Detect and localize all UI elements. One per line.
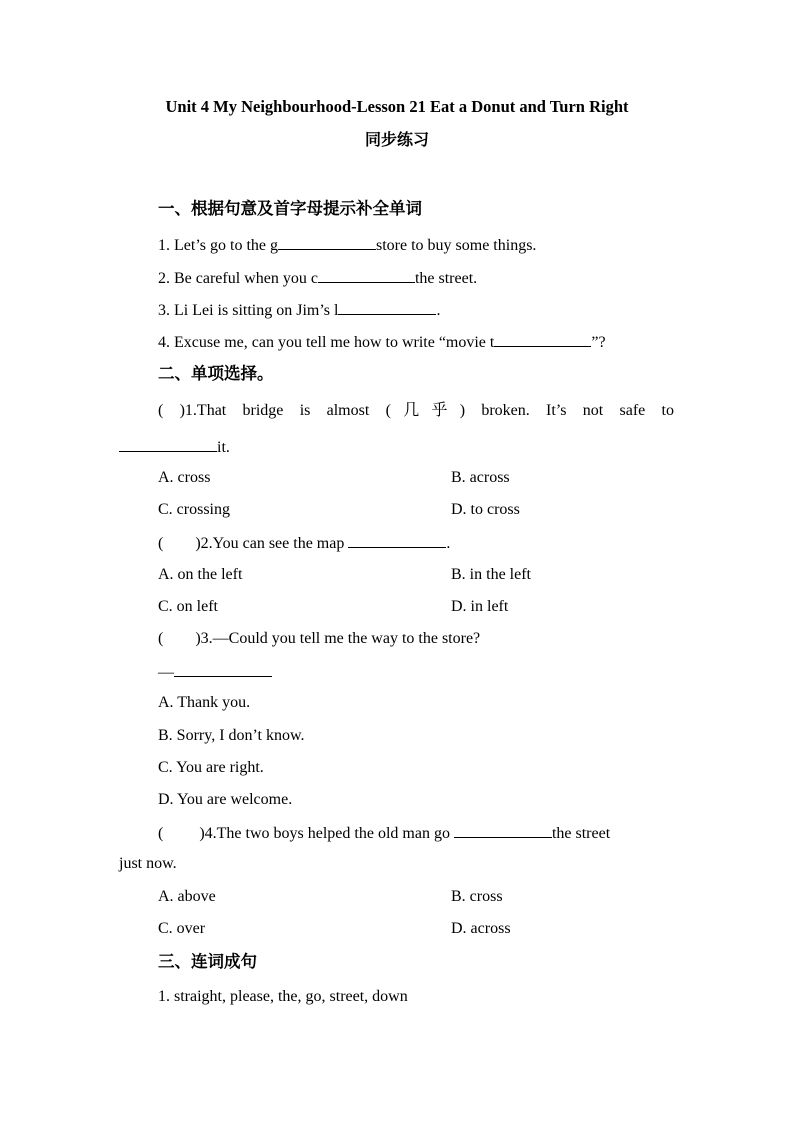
item-text: 4. Excuse me, can you tell me how to write “movie t — [158, 334, 495, 351]
option-c[interactable]: C. on left — [158, 598, 218, 615]
question-text: it. — [217, 439, 230, 456]
option-a[interactable]: A. above — [158, 888, 216, 905]
section1-item-1 — [158, 234, 536, 256]
option-a[interactable]: A. on the left — [158, 566, 243, 583]
option-c[interactable]: C. You are right. — [158, 759, 264, 776]
item-text: 2. Be careful when you c — [158, 270, 318, 287]
item-text: ”? — [591, 334, 606, 351]
answer-blank[interactable] — [454, 822, 552, 838]
answer-blank[interactable] — [338, 299, 436, 315]
answer-blank[interactable] — [174, 661, 272, 677]
page-subtitle: 同步练习 — [364, 132, 429, 149]
question-text: — — [158, 664, 174, 681]
option-b[interactable]: B. in the left — [451, 566, 531, 583]
section2-heading: 二、单项选择。 — [158, 364, 274, 383]
option-d[interactable]: D. in left — [451, 598, 509, 615]
option-c[interactable]: C. crossing — [158, 501, 230, 518]
question-2-stem — [158, 532, 450, 554]
answer-blank[interactable] — [348, 532, 446, 548]
option-a[interactable]: A. cross — [158, 469, 211, 486]
option-b[interactable]: B. across — [451, 469, 510, 486]
item-text: the street. — [414, 270, 478, 287]
option-d[interactable]: D. You are welcome. — [158, 791, 293, 808]
page-title: Unit 4 My Neighbourhood-Lesson 21 Eat a Donut and Turn Right — [165, 97, 629, 116]
item-text: 3. Li Lei is sitting on Jim’s l — [158, 302, 339, 319]
question-text: ( )2.You can see the map — [158, 535, 349, 552]
option-c[interactable]: C. over — [158, 920, 206, 937]
item-text: store to buy some things. — [375, 237, 537, 254]
question-3-response — [158, 661, 272, 683]
option-a[interactable]: A. Thank you. — [158, 694, 251, 711]
question-4-stem — [158, 822, 610, 844]
answer-blank[interactable] — [318, 267, 415, 283]
option-d[interactable]: D. across — [451, 920, 511, 937]
item-text: 1. Let’s go to the g — [158, 237, 278, 254]
question-3-stem: ( )3.—Could you tell me the way to the store? — [158, 630, 481, 647]
section1-item-2 — [158, 267, 477, 289]
section1-heading: 一、根据句意及首字母提示补全单词 — [158, 199, 422, 218]
section3-item-1: 1. straight, please, the, go, street, down — [158, 988, 408, 1005]
item-text: . — [436, 302, 441, 319]
option-b[interactable]: B. cross — [451, 888, 503, 905]
question-4-continuation: just now. — [119, 855, 177, 872]
section1-item-4 — [158, 331, 606, 353]
answer-blank[interactable] — [119, 436, 217, 452]
option-b[interactable]: B. Sorry, I don’t know. — [158, 727, 305, 744]
answer-blank[interactable] — [494, 331, 591, 347]
option-d[interactable]: D. to cross — [451, 501, 520, 518]
question-1-stem: ( )1.That bridge is almost (几乎) broken. It’s not safe to — [158, 402, 674, 419]
question-text: ( )4.The two boys helped the old man go — [158, 825, 454, 842]
section3-heading: 三、连词成句 — [158, 952, 257, 971]
question-text: . — [446, 535, 451, 552]
question-text: the street — [551, 825, 611, 842]
answer-blank[interactable] — [278, 234, 376, 250]
section1-item-3 — [158, 299, 440, 321]
question-1-continuation — [119, 436, 230, 458]
